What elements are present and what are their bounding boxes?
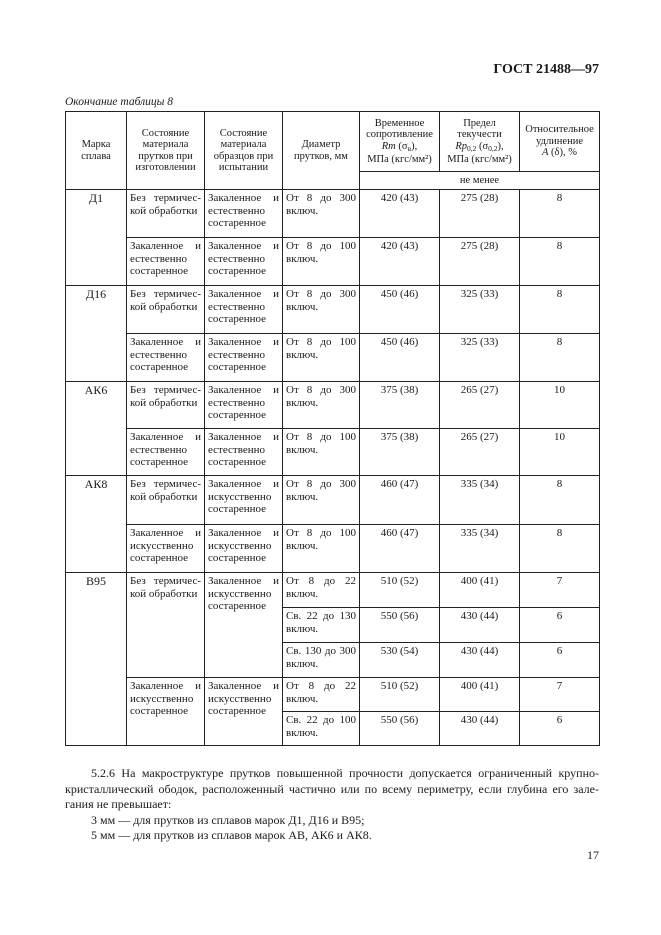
document-code: ГОСТ 21488—97 <box>493 62 599 77</box>
sample-cell: Закаленное и естественно состаренное <box>205 334 283 382</box>
sample-cell: Закаленное и естественно состаренное <box>205 238 283 286</box>
table-row <box>66 382 600 429</box>
yield-cell: 325 (33) <box>440 286 520 334</box>
sample-cell: Закаленное и искусственно состаренное <box>205 573 283 678</box>
diameter-cell: От 8 до 300 включ. <box>283 286 360 334</box>
tensile-cell: 460 (47) <box>360 476 440 525</box>
diameter-cell: От 8 до 300 включ. <box>283 476 360 525</box>
tensile-cell: 450 (46) <box>360 286 440 334</box>
yield-cell: 275 (28) <box>440 190 520 238</box>
elongation-symbol: A <box>542 147 549 159</box>
diameter-cell: От 8 до 22 включ. <box>283 573 360 608</box>
tensile-cell: 550 (56) <box>360 608 440 643</box>
tensile-symbol: Rm <box>381 140 396 152</box>
diameter-cell: От 8 до 300 включ. <box>283 382 360 429</box>
tensile-sigma-sub: в <box>407 143 412 153</box>
elongation-cell: 6 <box>520 643 600 678</box>
elongation-cell: 6 <box>520 608 600 643</box>
yield-cell: 400 (41) <box>440 678 520 712</box>
header-diameter: Диаметр прутков, мм <box>283 112 360 190</box>
elongation-cell: 7 <box>520 678 600 712</box>
state-cell: Без термичес-кой обработки <box>127 476 205 525</box>
state-cell: Закаленное и искусственно состаренное <box>127 678 205 746</box>
tensile-cell: 460 (47) <box>360 525 440 573</box>
state-cell: Без термичес-кой обработки <box>127 286 205 334</box>
tensile-cell: 375 (38) <box>360 429 440 476</box>
header-elongation <box>520 112 600 172</box>
state-cell: Без термичес-кой обработки <box>127 190 205 238</box>
elongation-cell: 10 <box>520 382 600 429</box>
yield-symbol: Rp <box>455 140 467 152</box>
table-row <box>66 190 600 238</box>
tensile-cell: 510 (52) <box>360 678 440 712</box>
tensile-units: МПа (кгс/мм²) <box>367 154 432 165</box>
state-cell: Закаленное и естественно состаренное <box>127 429 205 476</box>
sample-cell: Закаленное и искусственно состаренное <box>205 678 283 746</box>
tensile-cell: 510 (52) <box>360 573 440 608</box>
elongation-label: Относительное удлинение <box>525 124 594 147</box>
tensile-cell: 420 (43) <box>360 190 440 238</box>
tensile-cell: 420 (43) <box>360 238 440 286</box>
elongation-cell: 8 <box>520 525 600 573</box>
sample-cell: Закаленное и естественно состаренное <box>205 190 283 238</box>
diameter-cell: Св. 130 до 300 включ. <box>283 643 360 678</box>
table-row <box>66 678 600 712</box>
header-not-less: не менее <box>360 172 600 190</box>
diameter-cell: Св. 22 до 100 включ. <box>283 712 360 746</box>
state-cell: Без термичес-кой обработки <box>127 573 205 678</box>
elongation-rest: (δ), % <box>551 147 577 159</box>
state-cell: Закаленное и искусственно состаренное <box>127 525 205 573</box>
diameter-cell: От 8 до 100 включ. <box>283 525 360 573</box>
state-cell: Закаленное и естественно состаренное <box>127 334 205 382</box>
header-tensile <box>360 112 440 172</box>
header-sample-state: Состояние материала образцов при испытании <box>205 112 283 190</box>
properties-table <box>65 111 600 746</box>
elongation-cell: 8 <box>520 238 600 286</box>
tensile-cell: 530 (54) <box>360 643 440 678</box>
table-row <box>66 334 600 382</box>
diameter-cell: От 8 до 100 включ. <box>283 334 360 382</box>
tensile-cell: 550 (56) <box>360 712 440 746</box>
table-row <box>66 525 600 573</box>
yield-units: МПа (кгс/мм²) <box>447 154 512 165</box>
header-alloy: Марка сплава <box>66 112 127 190</box>
yield-cell: 430 (44) <box>440 643 520 678</box>
alloy-cell: Д16 <box>66 286 127 382</box>
yield-cell: 265 (27) <box>440 429 520 476</box>
tensile-tail: ), <box>411 140 418 152</box>
yield-cell: 265 (27) <box>440 382 520 429</box>
diameter-cell: Св. 22 до 130 включ. <box>283 608 360 643</box>
yield-cell: 400 (41) <box>440 573 520 608</box>
table-caption: Окончание таблицы 8 <box>65 96 173 108</box>
page-number: 17 <box>587 848 599 862</box>
state-cell: Закаленное и естественно состаренное <box>127 238 205 286</box>
sample-cell: Закаленное и искусственно состаренное <box>205 525 283 573</box>
alloy-cell: Д1 <box>66 190 127 286</box>
yield-cell: 325 (33) <box>440 334 520 382</box>
yield-sigma: (σ <box>479 140 489 152</box>
diameter-cell: От 8 до 300 включ. <box>283 190 360 238</box>
elongation-cell: 8 <box>520 334 600 382</box>
alloy-cell: В95 <box>66 573 127 746</box>
clause-item-2: 5 мм — для прутков из сплавов марок АВ, АК6 и АК8. <box>91 828 372 842</box>
tensile-sigma: (σ <box>398 140 408 152</box>
state-cell: Без термичес-кой обработки <box>127 382 205 429</box>
sample-cell: Закаленное и искусственно состаренное <box>205 476 283 525</box>
elongation-cell: 6 <box>520 712 600 746</box>
alloy-cell: АК6 <box>66 382 127 476</box>
tensile-cell: 450 (46) <box>360 334 440 382</box>
table-row <box>66 476 600 525</box>
table-row <box>66 286 600 334</box>
tensile-label: Временное сопротивление <box>366 117 433 140</box>
yield-sigma-sub: 0,2 <box>488 143 498 153</box>
diameter-cell: От 8 до 22 включ. <box>283 678 360 712</box>
elongation-cell: 7 <box>520 573 600 608</box>
table-row <box>66 573 600 608</box>
diameter-cell: От 8 до 100 включ. <box>283 238 360 286</box>
yield-cell: 335 (34) <box>440 525 520 573</box>
yield-tail: ), <box>497 140 504 152</box>
sample-cell: Закаленное и естественно состаренное <box>205 429 283 476</box>
clause-item-1: 3 мм — для прутков из сплавов марок Д1, Д16 и В95; <box>91 812 365 827</box>
elongation-cell: 8 <box>520 476 600 525</box>
yield-symbol-sub: 0,2 <box>467 143 477 153</box>
clause-5-2-6 <box>65 766 599 844</box>
header-rod-state: Состояние материала прутков при изготовлении <box>127 112 205 190</box>
table-row <box>66 429 600 476</box>
table-row <box>66 238 600 286</box>
elongation-cell: 8 <box>520 286 600 334</box>
diameter-cell: От 8 до 100 включ. <box>283 429 360 476</box>
yield-cell: 430 (44) <box>440 608 520 643</box>
sample-cell: Закаленное и естественно состаренное <box>205 382 283 429</box>
yield-cell: 430 (44) <box>440 712 520 746</box>
yield-cell: 335 (34) <box>440 476 520 525</box>
yield-cell: 275 (28) <box>440 238 520 286</box>
tensile-cell: 375 (38) <box>360 382 440 429</box>
header-yield <box>440 112 520 172</box>
elongation-cell: 8 <box>520 190 600 238</box>
alloy-cell: АК8 <box>66 476 127 573</box>
yield-label: Предел текучести <box>457 117 502 140</box>
sample-cell: Закаленное и естественно состаренное <box>205 286 283 334</box>
elongation-cell: 10 <box>520 429 600 476</box>
clause-text: 5.2.6 На макроструктуре прутков повышенной прочности допускается ограниченный крупно-кристаллический ободок, расположенный частично или по всему периметру, если глубина его зале-гания не превышает: <box>65 766 599 811</box>
